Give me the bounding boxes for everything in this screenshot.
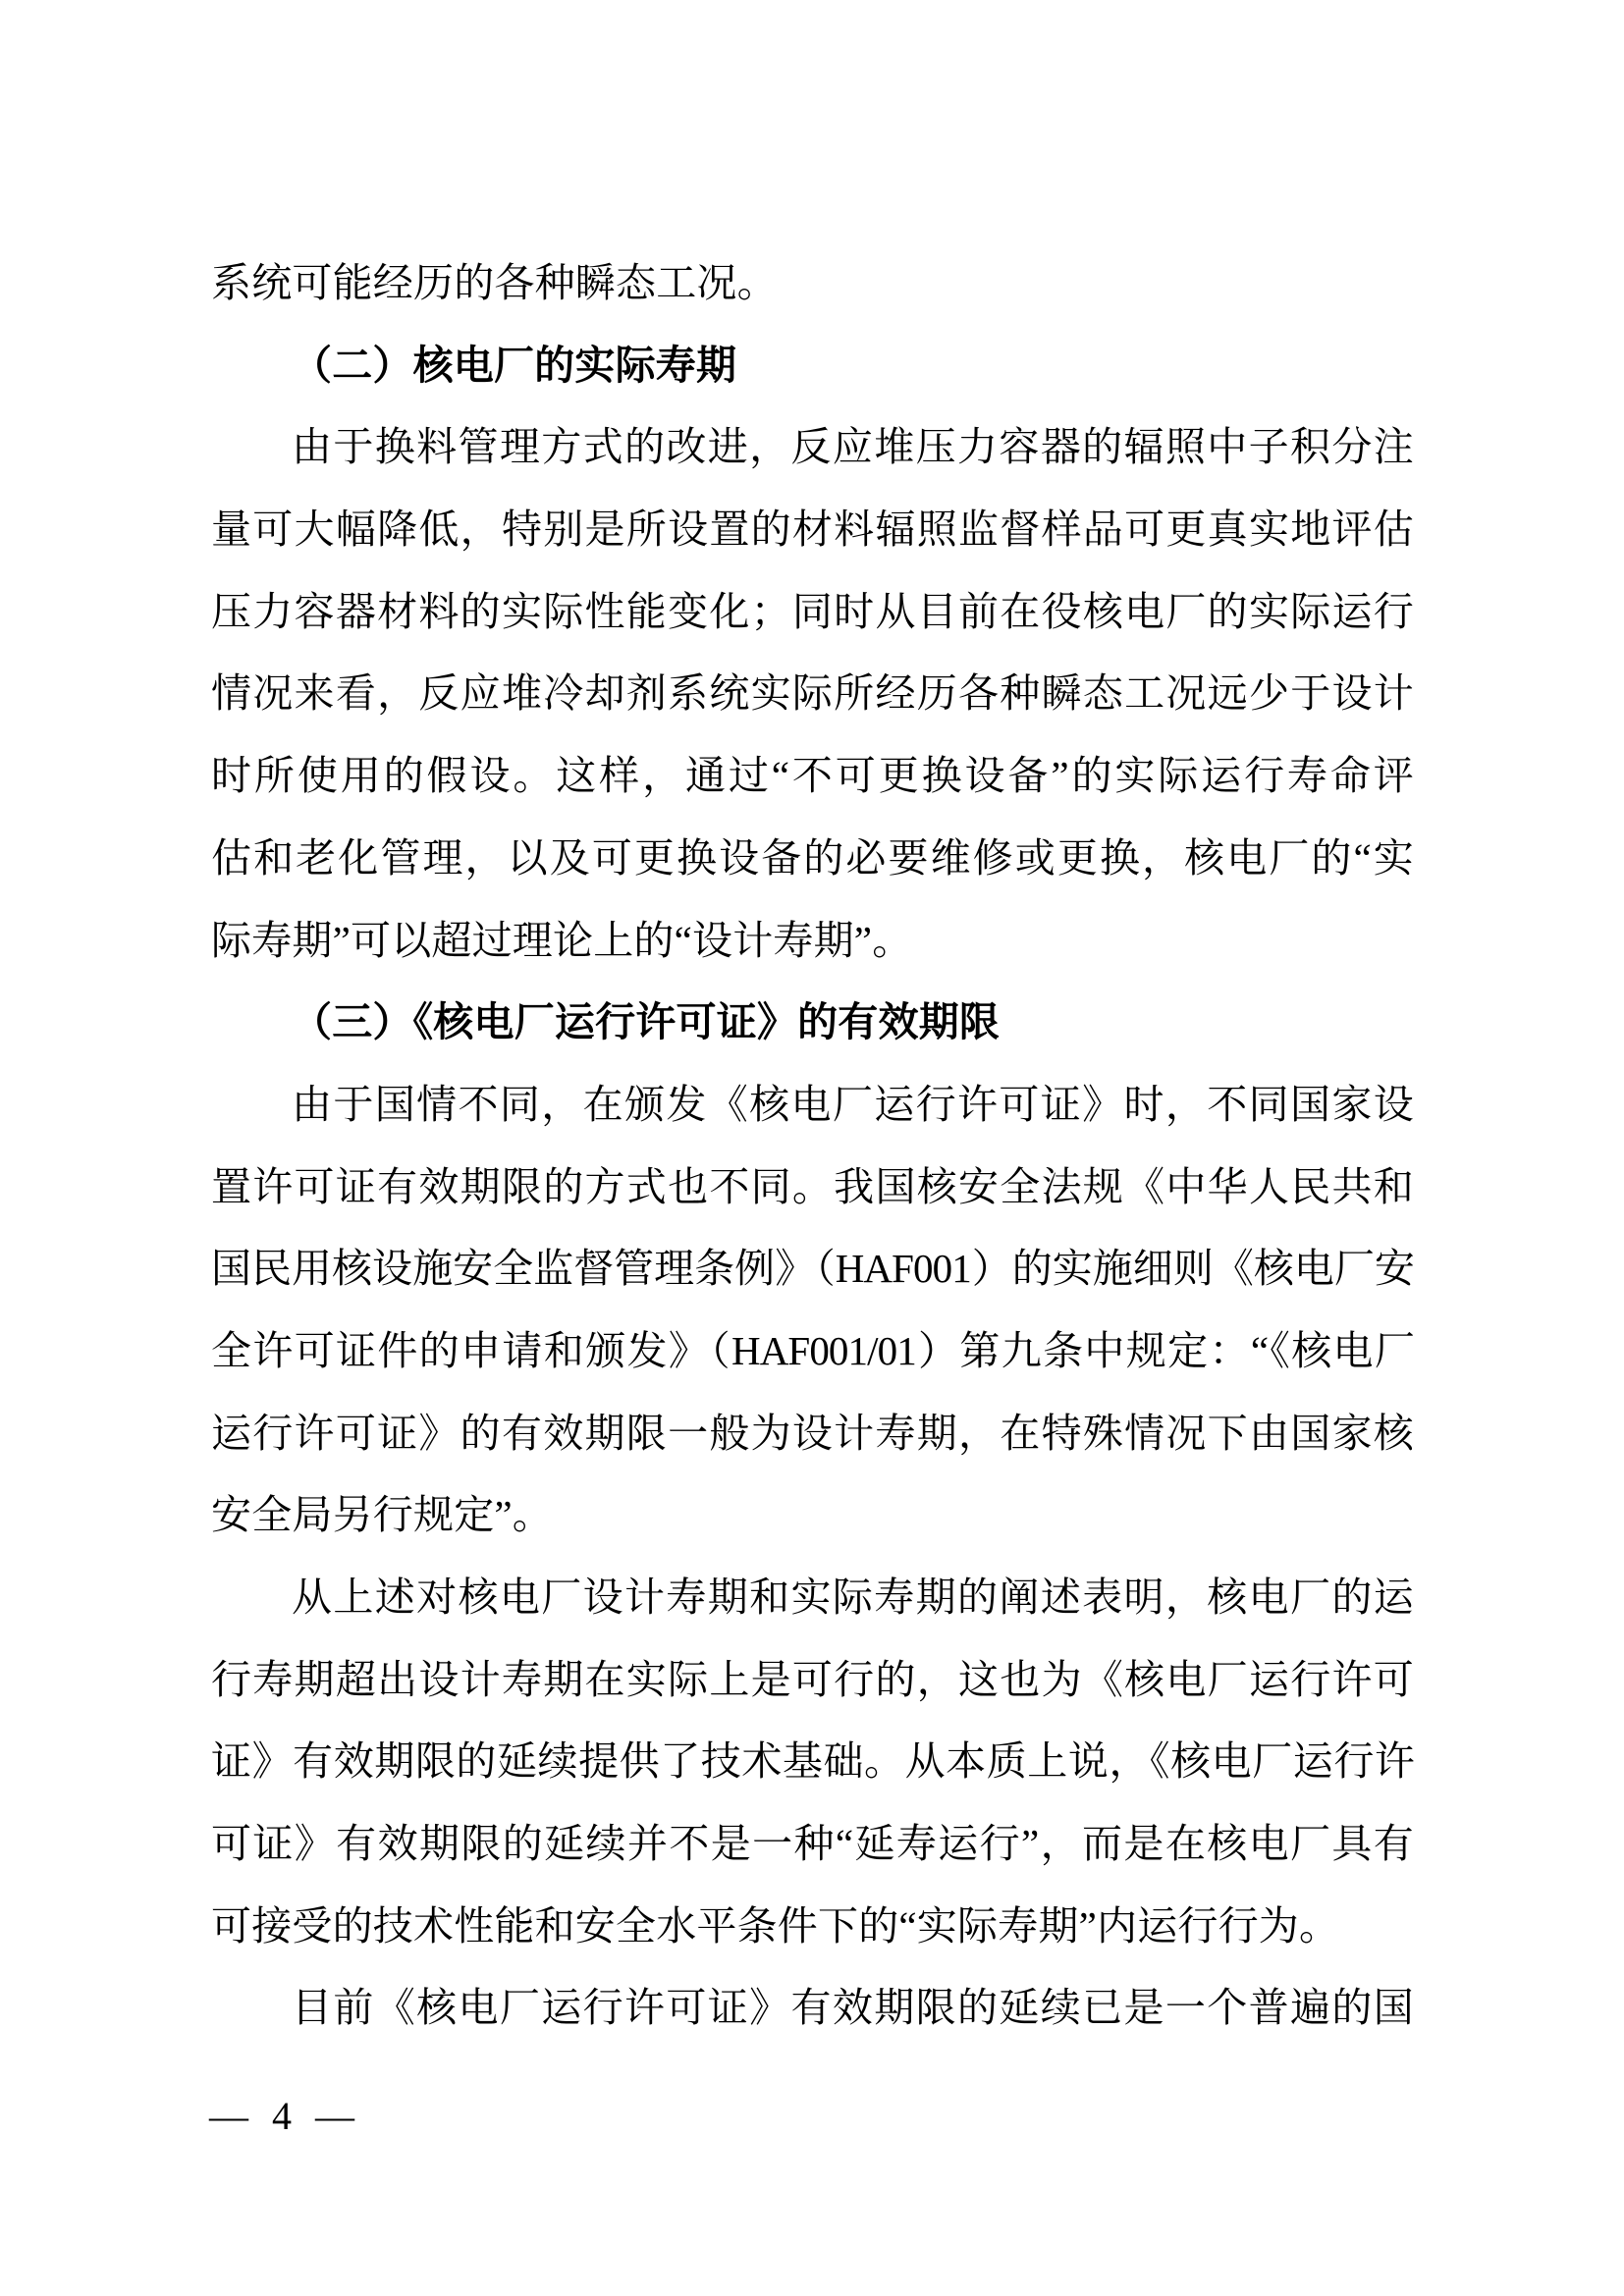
text-line: 置许可证有效期限的方式也不同。我国核安全法规《中华人民共和 (211, 1163, 1414, 1209)
text-line: 证》有效期限的延续提供了技术基础。从本质上说，《核电厂运行许 (211, 1738, 1414, 1785)
text-line: 估和老化管理，以及可更换设备的必要维修或更换，核电厂的“实 (211, 834, 1414, 881)
text-line: 行寿期超出设计寿期在实际上是可行的，这也为《核电厂运行许可 (211, 1656, 1414, 1702)
text-line: 运行许可证》的有效期限一般为设计寿期，在特殊情况下由国家核 (211, 1410, 1414, 1456)
text-line: 国民用核设施安全监督管理条例》（HAF001）的实施细则《核电厂安 (211, 1246, 1414, 1292)
text-line: 压力容器材料的实际性能变化；同时从目前在役核电厂的实际运行 (211, 588, 1414, 634)
text-line: 系统可能经历的各种瞬态工况。 (211, 260, 778, 305)
text-line: 全许可证件的申请和颁发》（HAF001/01）第九条中规定：“《核电厂 (211, 1327, 1414, 1373)
text-line: 时所使用的假设。这样，通过“不可更换设备”的实际运行寿命评 (211, 753, 1414, 799)
text-line: 量可大幅降低，特别是所设置的材料辐照监督样品可更真实地评估 (211, 507, 1414, 553)
text-line: 安全局另行规定”。 (211, 1492, 553, 1538)
text-line: 情况来看，反应堆冷却剂系统实际所经历各种瞬态工况远少于设计 (211, 670, 1414, 717)
page-number-footer: — 4 — (209, 2094, 354, 2138)
text-line: 目前《核电厂运行许可证》有效期限的延续已是一个普遍的国 (292, 1985, 1414, 2031)
text-line: 由于国情不同，在颁发《核电厂运行许可证》时，不同国家设 (292, 1081, 1414, 1127)
text-line: 可接受的技术性能和安全水平条件下的“实际寿期”内运行行为。 (211, 1902, 1340, 1949)
document-body (211, 242, 1414, 2050)
text-line: 际寿期”可以超过理论上的“设计寿期”。 (211, 917, 913, 963)
section-heading: （二）核电厂的实际寿期 (292, 342, 737, 388)
section-heading: （三）《核电厂运行许可证》的有效期限 (292, 999, 1001, 1045)
text-line: 从上述对核电厂设计寿期和实际寿期的阐述表明，核电厂的运 (292, 1575, 1414, 1620)
text-line: 可证》有效期限的延续并不是一种“延寿运行”，而是在核电厂具有 (211, 1821, 1414, 1867)
text-line: 由于换料管理方式的改进，反应堆压力容器的辐照中子积分注 (292, 424, 1414, 470)
